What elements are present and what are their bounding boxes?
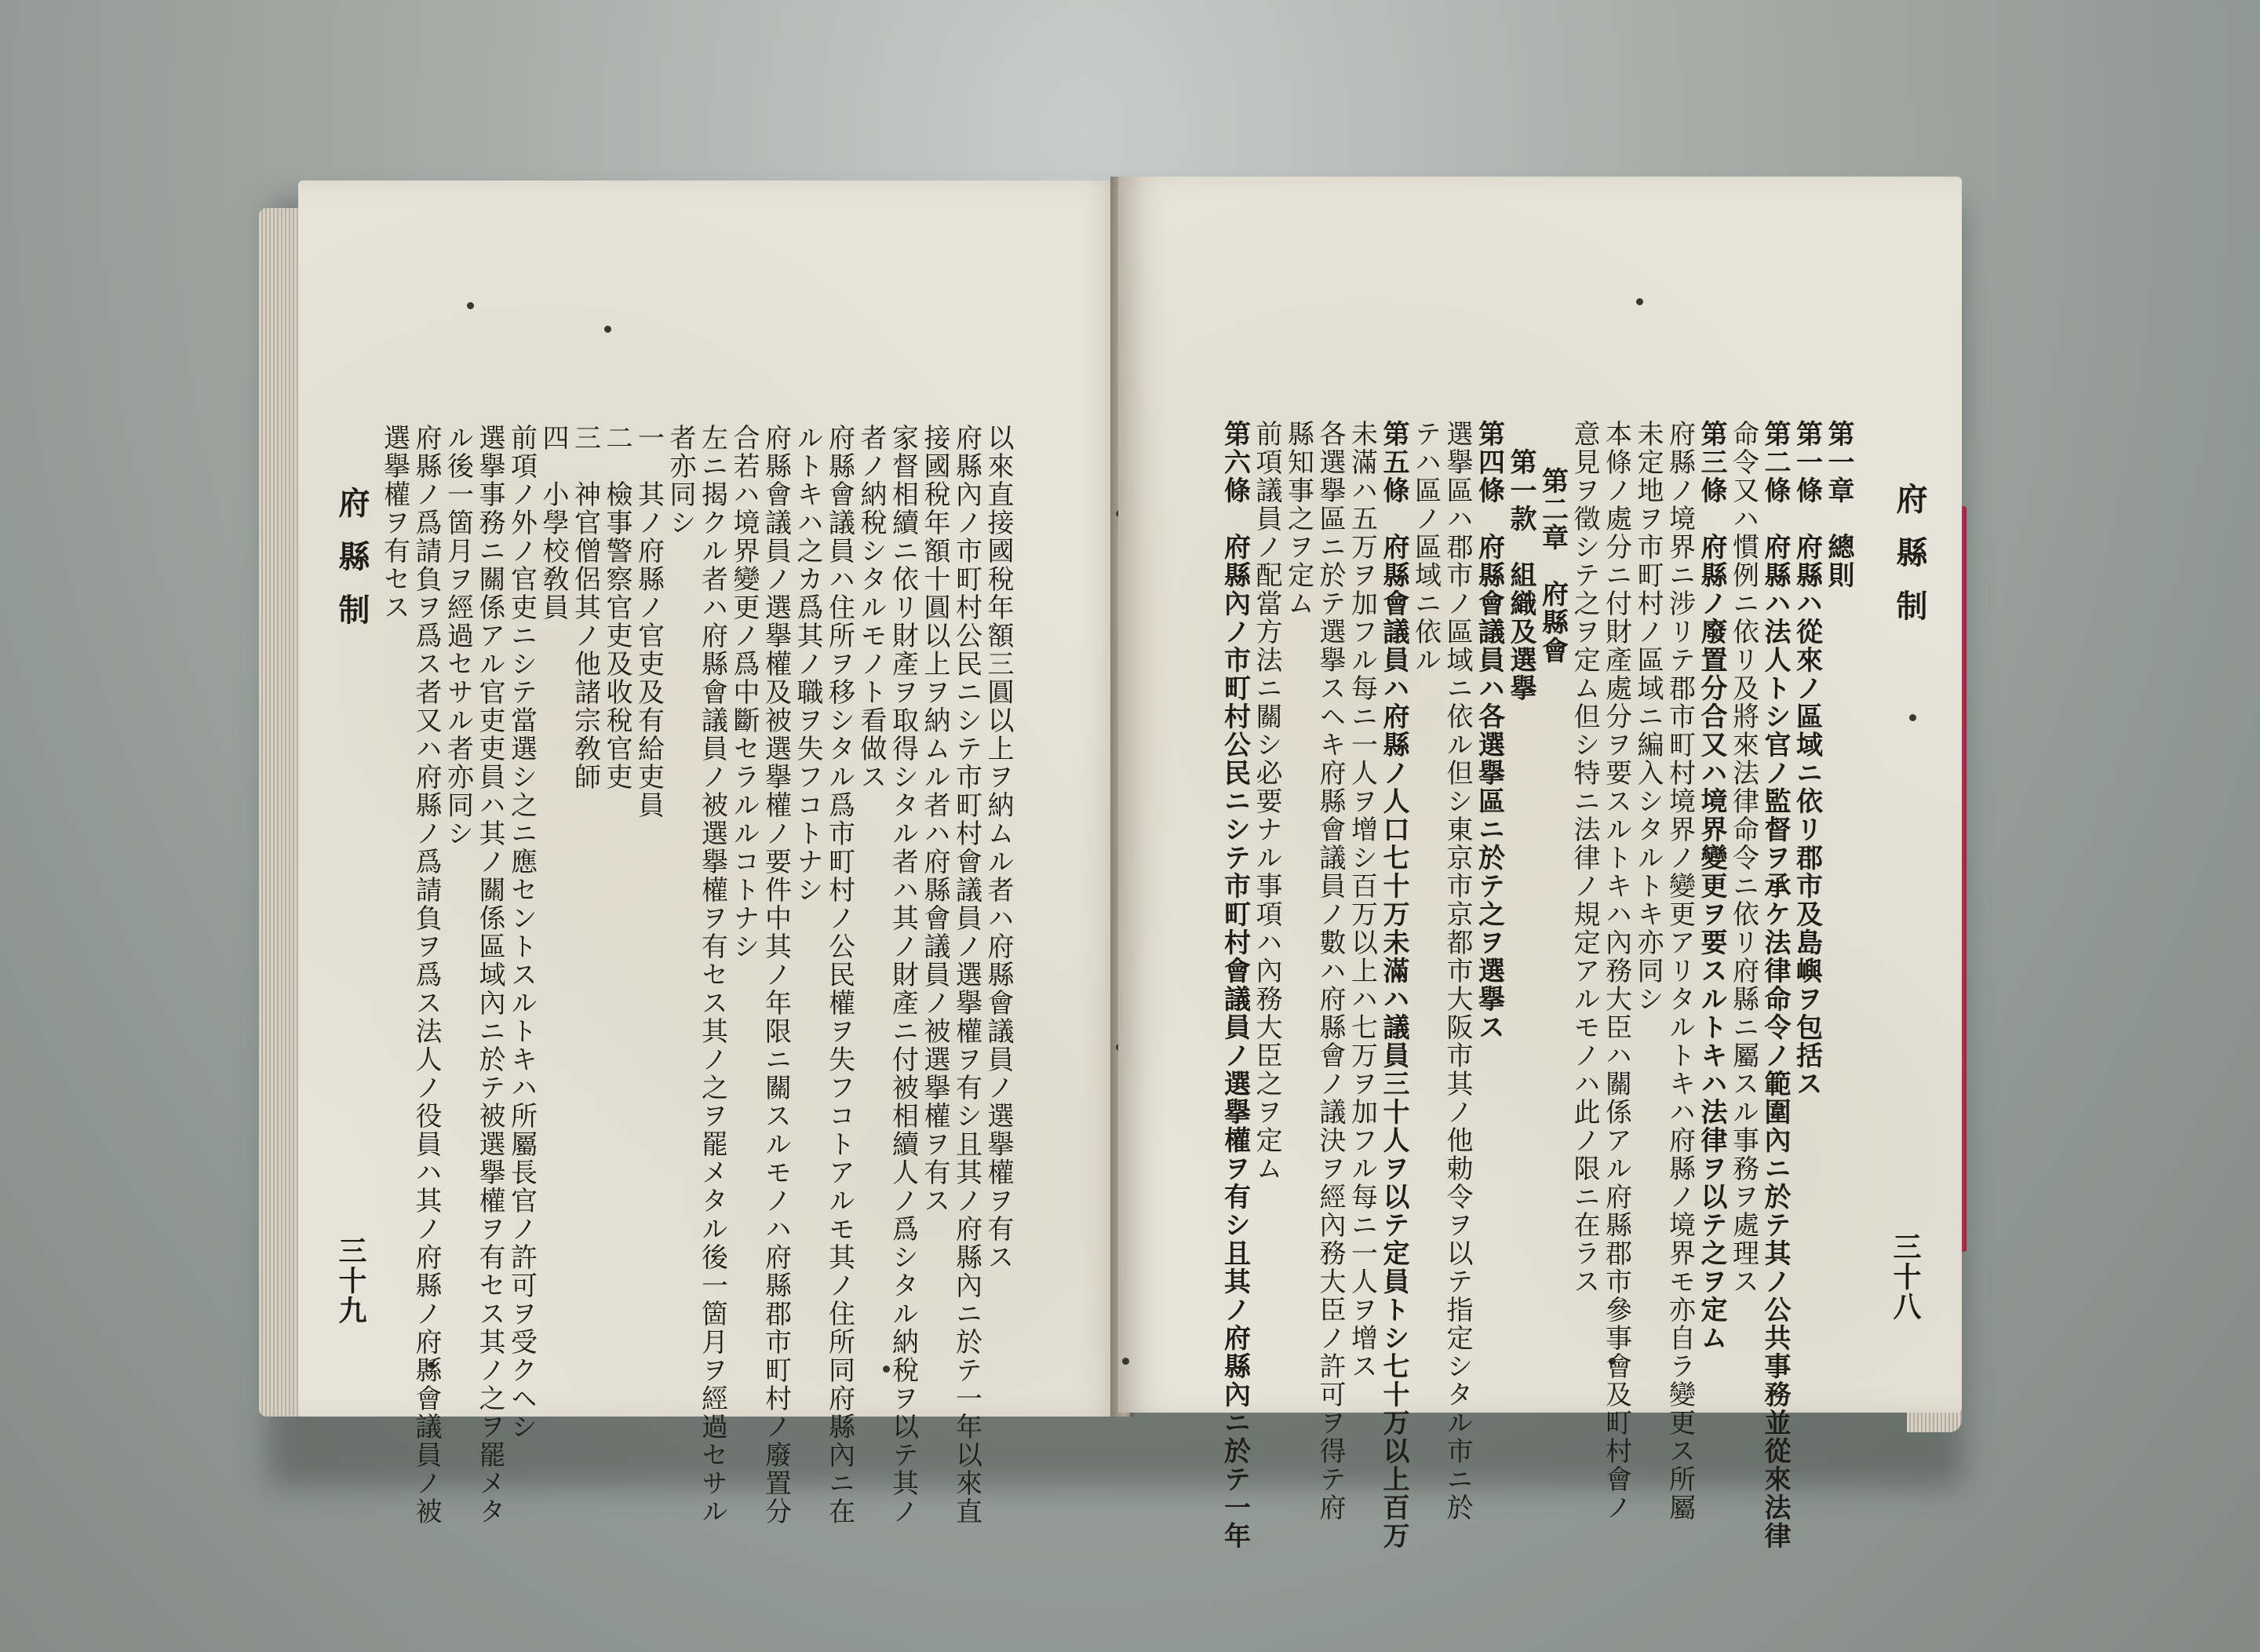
text-column: 者亦同シ [665, 424, 696, 537]
text-column: テハ區ノ區域ニ依ル [1409, 420, 1442, 674]
text-column: 左ニ揭クル者ハ府縣會議員ノ被選擧權ヲ有セス其ノ之ヲ罷メタル後一箇月ヲ經過セサル [696, 424, 728, 1526]
text-column: 意見ヲ徵シテ之ヲ定ム但シ特ニ法律ノ規定アルモノハ此ノ限ニ在ラス [1569, 420, 1600, 1296]
text-column: 府縣ノ境界ニ涉リテ郡市町村境界ノ變更アリタルトキハ府縣ノ境界モ亦自ラ變更ス所屬 [1664, 420, 1696, 1522]
text-column: 命令又ハ慣例ニ依リ及將來法律命令ニ依リ府縣ニ屬スル事務ヲ處理ス [1727, 420, 1759, 1296]
text-column: 者ノ納稅シタルモノト看做ス [855, 424, 887, 791]
left-page-folio: 三十九 [334, 1236, 367, 1326]
left-page-header: 府縣制 [334, 487, 370, 647]
text-column: 第二條 府縣ハ法人トシ官ノ監督ヲ承ケ法律命令ノ範圍內ニ於テ其ノ公共事務並從來法律 [1759, 420, 1791, 1550]
text-column: ル後一箇月ヲ經過セサル者亦同シ [442, 424, 474, 848]
text-column: 本條ノ處分ニ付財產處分ヲ要スルトキハ內務大臣ハ關係アル府縣郡市參事會及町村會ノ [1600, 420, 1632, 1522]
text-column: 第二章 府縣會 [1536, 467, 1569, 665]
binding-hole [604, 326, 611, 333]
text-column: 各選擧區ニ於テ選擧スヘキ府縣會議員ノ數ハ府縣會ノ議決ヲ經內務大臣ノ許可ヲ得テ府 [1314, 420, 1346, 1522]
text-column: 家督相續ニ依リ財產ヲ取得シタル者ハ其ノ財產ニ付被相續人ノ爲シタル納稅ヲ以テ其ノ [887, 424, 919, 1526]
text-column: 府縣會議員ノ選擧權及被選擧權ノ要件中其ノ年限ニ關スルモノハ府縣郡市町村ノ廢置分 [760, 424, 792, 1526]
text-column: 合若ハ境界變更ノ爲中斷セラルルコトナシ [728, 424, 760, 961]
text-column: 接國稅年額十圓以上ヲ納ムル者ハ府縣會議員ノ被選擧權ヲ有ス [919, 424, 950, 1215]
text-column: 未滿ハ五万ヲ加フル每ニ一人ヲ增シ百万以上ハ七万ヲ加フル每ニ一人ヲ增ス [1346, 420, 1378, 1380]
text-column: 未定地ヲ市町村ノ區域ニ編入シタルトキ亦同シ [1632, 420, 1664, 1013]
text-column: 府縣ノ爲請負ヲ爲ス者又ハ府縣ノ爲請負ヲ爲ス法人ノ役員ハ其ノ府縣ノ府縣會議員ノ被 [410, 424, 442, 1526]
binding-hole [1909, 714, 1916, 721]
text-column: 前項ノ外ノ官吏ニシテ當選シ之ニ應セントスルトキハ所屬長官ノ許可ヲ受クヘシ [505, 424, 538, 1441]
binding-hole [467, 302, 474, 309]
text-column: 府縣會議員ハ住所ヲ移シタル爲市町村ノ公民權ヲ失フコトアルモ其ノ住所同府縣內ニ在 [823, 424, 855, 1526]
text-column: 第四條 府縣會議員ハ各選擧區ニ於テ之ヲ選擧ス [1473, 420, 1505, 1041]
open-book [259, 169, 1962, 1550]
left-page [298, 181, 1130, 1526]
text-column: 選擧區ハ郡市ノ區域ニ依ル但シ東京市京都市大阪市其ノ他勅令ヲ以テ指定シタル市ニ於 [1442, 420, 1473, 1522]
text-column: 府縣內ノ市町村公民ニシテ市町村會議員ノ選擧權ヲ有シ且其ノ府縣內ニ於テ一年以來直 [950, 424, 982, 1526]
text-column: 前項議員ノ配當方法ニ關シ必要ナル事項ハ內務大臣之ヲ定ム [1251, 420, 1282, 1183]
text-column: ルトキハ之カ爲其ノ職ヲ失フコトナシ [792, 424, 823, 904]
text-column: 選擧事務ニ關係アル官吏吏員ハ其ノ關係區域內ニ於テ被選擧權ヲ有セス其ノ之ヲ罷メタ [474, 424, 505, 1526]
text-column: 第六條 府縣內ノ市町村公民ニシテ市町村會議員ノ選擧權ヲ有シ且其ノ府縣內ニ於テ一年 [1219, 420, 1251, 1550]
right-page-header: 府縣制 [1891, 483, 1928, 643]
binding-hole [1636, 298, 1643, 305]
right-page-folio: 三十八 [1889, 1232, 1922, 1322]
text-column: 一 其ノ府縣ノ官吏及有給吏員 [632, 424, 665, 819]
text-column: 第三條 府縣ノ廢置分合又ハ境界變更ヲ要スルトキハ法律ヲ以テ之ヲ定ム [1696, 420, 1727, 1352]
text-column: 二 檢事警察官吏及收稅官吏 [601, 424, 632, 791]
right-page [1118, 177, 1962, 1550]
text-column: 選擧權ヲ有セス [378, 424, 410, 622]
binding-hole [1122, 1358, 1129, 1365]
text-column: 四 小學校敎員 [538, 424, 569, 622]
text-column: 第一章 總則 [1823, 420, 1854, 589]
text-column: 第五條 府縣會議員ハ府縣ノ人口七十万未滿ハ議員三十人ヲ以テ定員トシ七十万以上百万 [1378, 420, 1409, 1550]
text-column: 第一條 府縣ハ從來ノ區域ニ依リ郡市及島嶼ヲ包括ス [1791, 420, 1823, 1098]
text-column: 縣知事之ヲ定ム [1282, 420, 1314, 618]
text-column: 第一款 組織及選擧 [1505, 448, 1536, 702]
text-column: 三 神官僧侶其ノ他諸宗敎師 [569, 424, 601, 791]
text-column: 以來直接國稅年額三圓以上ヲ納ムル者ハ府縣會議員ノ選擧權ヲ有ス [982, 424, 1014, 1271]
